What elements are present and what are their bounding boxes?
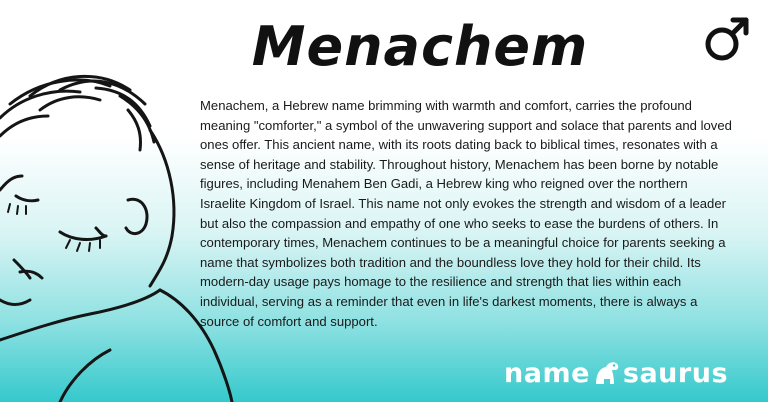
baby-name-title: Menachem (251, 15, 589, 78)
male-symbol-icon (702, 12, 752, 64)
namesaurus-logo[interactable] (504, 356, 736, 390)
logo-text-name: name (504, 357, 590, 389)
logo-text-saurus: saurus (622, 357, 729, 389)
dinosaur-icon (592, 358, 622, 388)
name-description: Menachem, a Hebrew name brimming with warmth and comfort, carries the profound meaning "comforter," a symbol of the unwavering support and solace that parents and loved ones offer. This ancient name, with its roots dating back to biblical times, resonates with a sense of heritage and stability. Throughout history, Menachem has been borne by notable figures, including Menahem Ben Gadi, a Hebrew king who reigned over the northern Israelite Kingdom of Israel. This name not only evokes the strength and wisdom of a leader but also the compassion and empathy of one who seeks to ease the burdens of others. In contemporary times, Menachem continues to be a meaningful choice for parents seeking a name that symbolizes both tradition and the boundless love they hold for their child. Its modern-day usage pays homage to the resilience and strength that lies within each individual, serving as a reminder that even in life's darkest moments, there is always a source of comfort and support. (200, 98, 732, 329)
